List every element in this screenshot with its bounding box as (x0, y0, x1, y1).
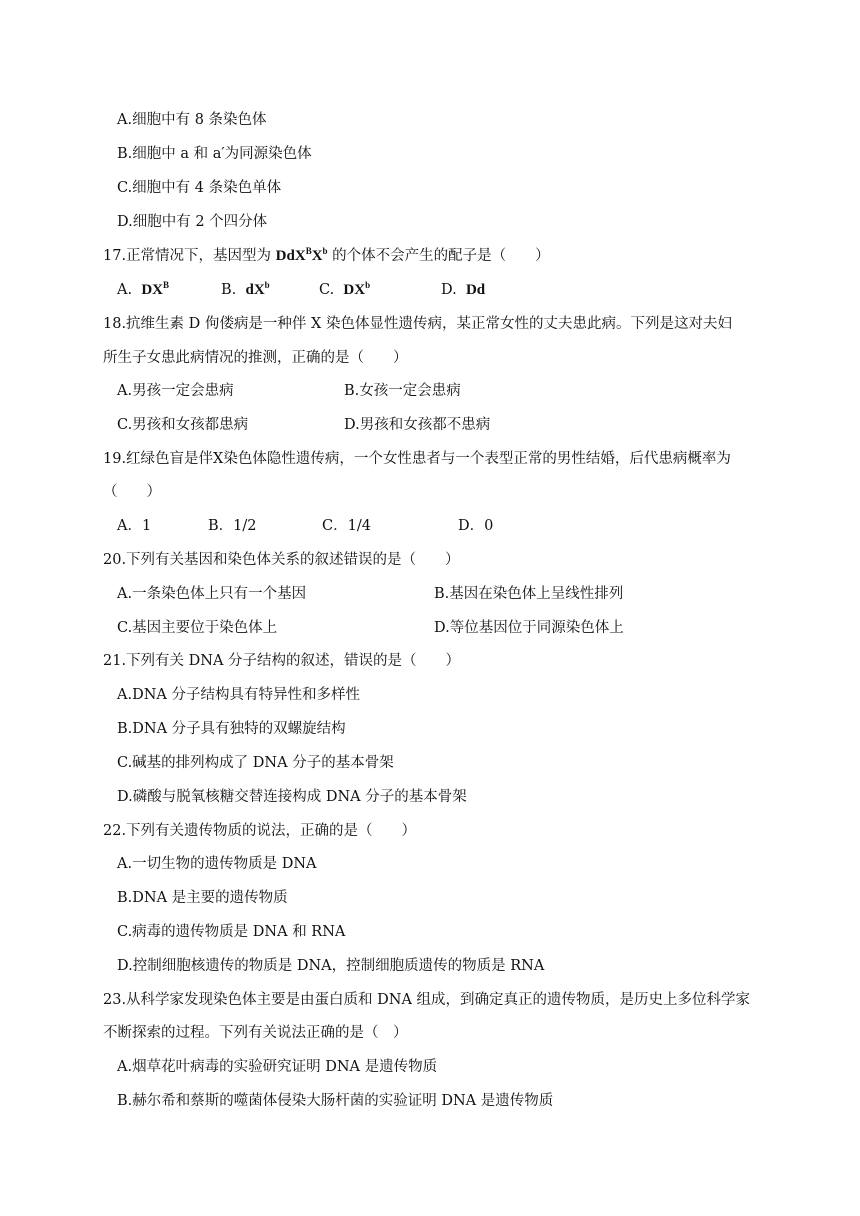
q19-stem-line1: 19.红绿色盲是伴X染色体隐性遗传病，一个女性患者与一个表型正常的男性结婚，后代患病概率为 (103, 451, 731, 467)
q19-option-b: B．1/2 (208, 518, 257, 534)
q19-option-d: D．0 (458, 518, 494, 534)
q18-option-c: C.男孩和女孩都患病 (117, 417, 249, 433)
q22-option-c: C.病毒的遗传物质是 DNA 和 RNA (117, 924, 346, 940)
q17-option-c: C. $DX^b$ (319, 280, 371, 298)
q21-option-d: D.磷酸与脱氧核糖交替连接构成 DNA 分子的基本骨架 (117, 789, 467, 805)
q17-option-a: A. $DX^B$ (117, 280, 169, 298)
q23-option-a: A.烟草花叶病毒的实验研究证明 DNA 是遗传物质 (117, 1059, 438, 1075)
q21-option-a: A.DNA 分子结构具有特异性和多样性 (117, 687, 360, 703)
q20-option-b: B.基因在染色体上呈线性排列 (434, 586, 624, 602)
q23-stem-line1: 23.从科学家发现染色体主要是由蛋白质和 DNA 组成，到确定真正的遗传物质，是历史上多位科学家 (103, 992, 751, 1008)
q17-option-b: B. $dX^b$ (221, 280, 270, 298)
q18-stem-line2: 所生子女患此病情况的推测，正确的是（ ） (103, 350, 408, 366)
q22-option-a: A.一切生物的遗传物质是 DNA (117, 856, 317, 872)
q23-stem-line2: 不断探索的过程。下列有关说法正确的是（ ） (103, 1025, 408, 1041)
q18-option-d: D.男孩和女孩都不患病 (344, 417, 491, 433)
q21-option-c: C.碱基的排列构成了 DNA 分子的基本骨架 (117, 755, 394, 771)
q18-stem-line1: 18.抗维生素 D 佝偻病是一种伴 X 染色体显性遗传病，某正常女性的丈夫患此病。下列是这对夫妇 (103, 316, 732, 332)
q17-stem-pre: 17.正常情况下，基因型为 (103, 248, 276, 264)
q17-genotype-x2: X (311, 248, 323, 264)
q17-genotype-sup2: b (322, 246, 328, 256)
q21-stem: 21.下列有关 DNA 分子结构的叙述，错误的是（ ） (103, 653, 461, 669)
q20-option-a: A.一条染色体上只有一个基因 (117, 586, 307, 602)
q16-option-b: B.细胞中 a 和 a′为同源染色体 (117, 146, 312, 162)
q19-option-c: C．1/4 (322, 518, 371, 534)
q23-option-b: B.赫尔希和蔡斯的噬菌体侵染大肠杆菌的实验证明 DNA 是遗传物质 (117, 1093, 554, 1109)
q22-option-d: D.控制细胞核遗传的物质是 DNA，控制细胞质遗传的物质是 RNA (117, 958, 545, 974)
q16-option-a: A.细胞中有 8 条染色体 (117, 112, 267, 128)
q20-option-d: D.等位基因位于同源染色体上 (434, 620, 624, 636)
q17-stem-post: 的个体不会产生的配子是（ ） (327, 248, 550, 264)
q16-option-c: C.细胞中有 4 条染色单体 (117, 180, 282, 196)
q21-option-b: B.DNA 分子具有独特的双螺旋结构 (117, 721, 346, 737)
q22-option-b: B.DNA 是主要的遗传物质 (117, 890, 288, 906)
q20-stem: 20.下列有关基因和染色体关系的叙述错误的是（ ） (103, 552, 460, 568)
q17-stem (103, 246, 550, 266)
q17-option-d: D. Dd (441, 282, 486, 298)
q20-option-c: C.基因主要位于染色体上 (117, 620, 278, 636)
q17-genotype-sup1: B (305, 246, 312, 256)
q18-option-b: B.女孩一定会患病 (344, 383, 461, 399)
q16-option-d: D.细胞中有 2 个四分体 (117, 214, 268, 230)
q19-stem-line2: （ ） (103, 484, 161, 500)
q22-stem: 22.下列有关遗传物质的说法，正确的是（ ） (103, 823, 417, 839)
q17-genotype-base: DdX (275, 248, 306, 264)
q17-genotype (276, 248, 328, 264)
q18-option-a: A.男孩一定会患病 (117, 383, 234, 399)
q19-option-a: A．1 (117, 518, 152, 534)
